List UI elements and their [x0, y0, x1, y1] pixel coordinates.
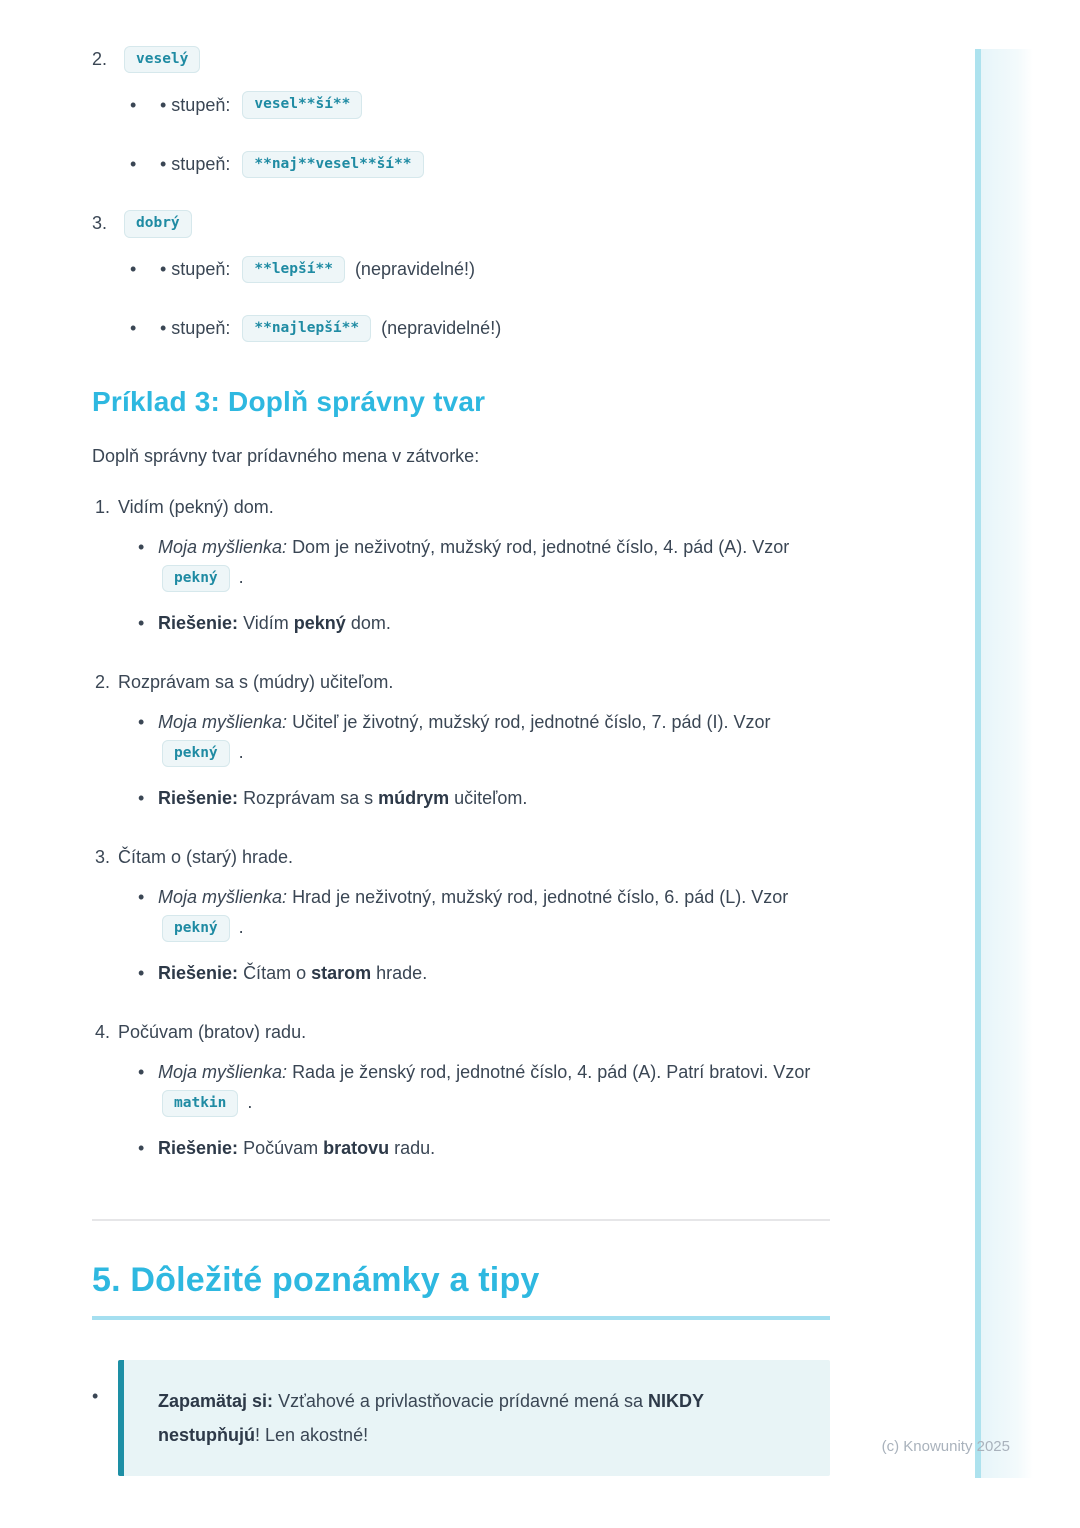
solution-before: Vidím — [243, 613, 289, 634]
thought-tail: . — [238, 567, 244, 588]
bullet-icon: • — [138, 1062, 145, 1083]
list-number: 4. — [94, 1022, 110, 1043]
thought-label: Moja myšlienka: — [158, 537, 288, 558]
thought-bullet — [138, 1057, 830, 1117]
adjective-chip: dobrý — [124, 210, 192, 237]
sentence-text: Čítam o (starý) hrade. — [118, 847, 294, 868]
example-item — [92, 847, 830, 988]
grading-bullets — [130, 256, 830, 343]
callout-tail: ! Len akostné! — [255, 1425, 369, 1446]
thought-label: Moja myšlienka: — [158, 1062, 288, 1083]
bullet-icon: • — [138, 1138, 145, 1159]
callout-emphasis: NIKDY nestupňujú — [158, 1391, 704, 1446]
vzor-chip: matkin — [162, 1090, 238, 1117]
solution-after: učiteľom. — [454, 788, 528, 809]
solution-label: Riešenie: — [158, 963, 239, 984]
solution-after: dom. — [350, 613, 391, 634]
callout-mid: Vzťahové a privlastňovacie prídavné mená sa — [278, 1391, 644, 1412]
vzor-chip: pekný — [162, 915, 230, 942]
degree-label: • stupeň: — [160, 258, 231, 279]
grading-item-head — [92, 210, 830, 237]
solution-label: Riešenie: — [158, 788, 239, 809]
sentence-text: Počúvam (bratov) radu. — [118, 1022, 307, 1043]
side-accent-panel — [981, 49, 1033, 1478]
solution-before: Rozprávam sa s — [243, 788, 374, 809]
solution-bullet — [138, 958, 830, 988]
solution-text — [158, 958, 427, 988]
section-divider — [92, 1219, 830, 1221]
form-chip: **najlepší** — [242, 315, 371, 342]
thought-text — [158, 532, 818, 592]
grading-item — [92, 210, 830, 342]
solution-text — [158, 1133, 435, 1163]
solution-bold: bratovu — [323, 1138, 390, 1159]
thought-text — [158, 1057, 818, 1117]
thought-body: Rada je ženský rod, jednotné číslo, 4. pád (A). Patrí bratovi. Vzor — [292, 1062, 811, 1083]
example-item — [92, 1022, 830, 1163]
example-sentence — [92, 497, 830, 518]
grading-item-head — [92, 46, 830, 73]
sentence-text: Rozprávam sa s (múdry) učiteľom. — [118, 672, 394, 693]
example-item — [92, 672, 830, 813]
adjective-chip: veselý — [124, 46, 200, 73]
solution-before: Čítam o — [243, 963, 307, 984]
example-bullets — [138, 707, 830, 813]
grading-bullet — [130, 151, 830, 178]
thought-bullet — [138, 707, 830, 767]
grading-bullet — [130, 256, 830, 283]
form-chip: vesel**ší** — [242, 91, 362, 118]
example3-intro: Doplň správny tvar prídavného mena v zátvorke: — [92, 446, 480, 467]
example-bullets — [138, 532, 830, 638]
sentence-text: Vidím (pekný) dom. — [118, 497, 274, 518]
solution-after: hrade. — [376, 963, 428, 984]
bullet-icon: • — [138, 788, 145, 809]
form-chip: **naj**vesel**ší** — [242, 151, 423, 178]
solution-label: Riešenie: — [158, 613, 239, 634]
solution-bold: starom — [311, 963, 372, 984]
irregular-note: (nepravidelné!) — [354, 258, 476, 279]
list-number: 3. — [92, 213, 108, 234]
bullet-icon: • — [92, 1386, 99, 1407]
bullet-icon: • — [138, 537, 145, 558]
thought-text — [158, 882, 818, 942]
list-number: 3. — [94, 847, 110, 868]
callout-box — [118, 1360, 830, 1476]
thought-label: Moja myšlienka: — [158, 887, 288, 908]
solution-before: Počúvam — [243, 1138, 319, 1159]
irregular-note: (nepravidelné!) — [381, 318, 502, 339]
list-number: 2. — [94, 672, 110, 693]
callout-text — [158, 1384, 804, 1452]
grading-bullets — [130, 91, 830, 178]
degree-label: • stupeň: — [160, 153, 231, 174]
example-bullets — [138, 882, 830, 988]
thought-body: Učiteľ je životný, mužský rod, jednotné číslo, 7. pád (I). Vzor — [292, 712, 771, 733]
example-sentence — [92, 1022, 830, 1043]
thought-bullet — [138, 882, 830, 942]
thought-body: Hrad je neživotný, mužský rod, jednotné číslo, 6. pád (L). Vzor — [292, 887, 789, 908]
thought-label: Moja myšlienka: — [158, 712, 288, 733]
degree-label: • stupeň: — [160, 318, 231, 339]
vzor-chip: pekný — [162, 565, 230, 592]
solution-bullet — [138, 783, 830, 813]
footer-copyright: (c) Knowunity 2025 — [881, 1438, 1010, 1455]
solution-label: Riešenie: — [158, 1138, 239, 1159]
section5-heading: 5. Dôležité poznámky a tipy — [92, 1261, 830, 1320]
solution-bullet — [138, 608, 830, 638]
document-page — [92, 46, 830, 1476]
thought-tail: . — [238, 742, 244, 763]
solution-bold: pekný — [293, 613, 346, 634]
list-number: 2. — [92, 49, 108, 70]
solution-bold: múdrym — [378, 788, 450, 809]
thought-text — [158, 707, 818, 767]
example3-heading: Príklad 3: Doplň správny tvar — [92, 386, 486, 418]
bullet-icon: • — [138, 613, 145, 634]
bullet-icon: • — [130, 153, 137, 174]
thought-body: Dom je neživotný, mužský rod, jednotné číslo, 4. pád (A). Vzor — [292, 537, 790, 558]
bullet-icon: • — [138, 712, 145, 733]
thought-tail: . — [247, 1092, 253, 1113]
thought-bullet — [138, 532, 830, 592]
bullet-icon: • — [138, 887, 145, 908]
solution-text — [158, 783, 527, 813]
grading-bullet — [130, 315, 830, 342]
callout-lead: Zapamätaj si: — [158, 1391, 274, 1412]
bullet-icon: • — [130, 258, 137, 279]
degree-label: • stupeň: — [160, 94, 231, 115]
vzor-chip: pekný — [162, 740, 230, 767]
bullet-icon: • — [130, 94, 137, 115]
list-number: 1. — [94, 497, 110, 518]
callout-row — [92, 1360, 830, 1476]
solution-text — [158, 608, 391, 638]
solution-bullet — [138, 1133, 830, 1163]
solution-after: radu. — [394, 1138, 436, 1159]
bullet-icon: • — [138, 963, 145, 984]
example-sentence — [92, 672, 830, 693]
thought-tail: . — [238, 917, 244, 938]
form-chip: **lepší** — [242, 256, 345, 283]
example-bullets — [138, 1057, 830, 1163]
example-sentence — [92, 847, 830, 868]
grading-item — [92, 46, 830, 178]
bullet-icon: • — [130, 318, 137, 339]
example-item — [92, 497, 830, 638]
grading-bullet — [130, 91, 830, 118]
